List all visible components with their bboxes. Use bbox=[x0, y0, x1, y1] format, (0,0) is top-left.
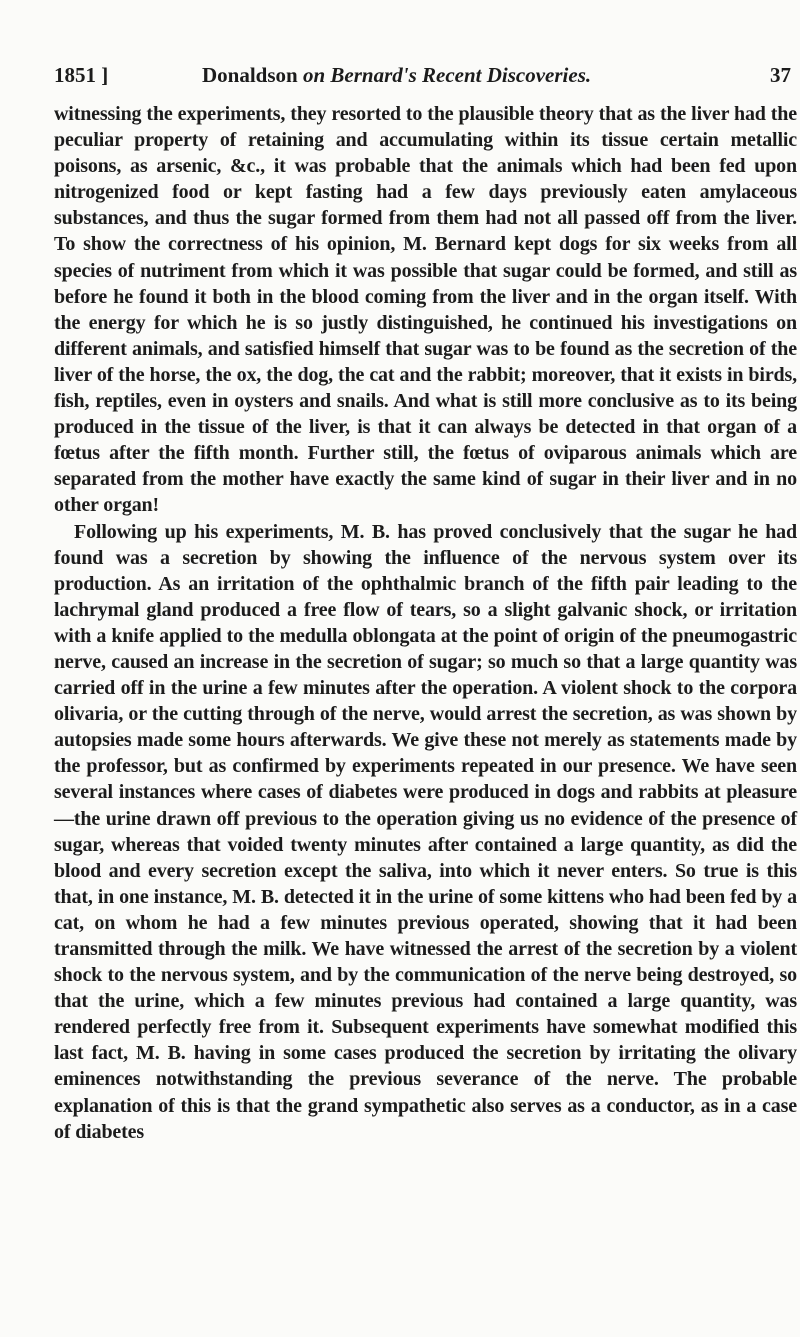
page-number: 37 bbox=[770, 63, 791, 87]
paragraph-2: Following up his experiments, M. B. has proved conclusively that the sugar he had found was a secretion by showing the influence of the nervous system over its production. As an irritation of the ophthalmic branch of the fifth pair leading to the lachrymal gland produced a free flow of tears, so a slight galvanic shock, or irritation with a knife applied to the medulla oblongata at the point of origin of the pneumogastric nerve, caused an increase in the secretion of sugar; so much so that a large quantity was carried off in the urine a few minutes after the operation. A violent shock to the corpora olivaria, or the cutting through of the nerve, would arrest the secretion, as was shown by autopsies made some hours afterwards. We give these not merely as statements made by the professor, but as confirmed by experiments repeated in our presence. We have seen several instances where cases of diabetes were produced in dogs and rabbits at pleasure—the urine drawn off previous to the operation giving us no evidence of the presence of sugar, whereas that voided twenty minutes after contained a large quantity, as did the blood and every secretion except the saliva, into which it never enters. So true is this that, in one instance, M. B. detected it in the urine of some kittens who had been fed by a cat, on whom he had a few minutes previous operated, showing that it had been transmitted through the milk. We have witnessed the arrest of the secretion by a violent shock to the nervous system, and by the communication of the nerve being destroyed, so that the urine, which a few minutes previous had contained a large quantity, was rendered perfectly free from it. Subsequent experiments have somewhat modified this last fact, M. B. having in some cases produced the secretion by irritating the olivary eminences notwithstanding the previous severance of the nerve. The probable explanation of this is that the grand sympathetic also serves as a conductor, as in a case of diabetes bbox=[54, 520, 797, 1143]
header-title-on: on bbox=[302, 63, 326, 87]
paragraph-1: witnessing the experiments, they resorted to the plausible theory that as the liver had the peculiar property of retaining and accumulating within its tissue certain metallic poisons, as arsenic, &c., it was probable that the animals which had been fed upon nitrogenized food or kept fasting had a few days previously eaten amylaceous substances, and thus the sugar formed from them had not all passed off from the liver. To show the correctness of his opinion, M. Bernard kept dogs for six weeks from all species of nutriment from which it was possible that sugar could be formed, and still as before he found it both in the blood coming from the liver and in the organ itself. With the energy for which he is so justly distinguished, he continued his investigations on different animals, and satisfied himself that sugar was to be found as the secretion of the liver of the horse, the ox, the dog, the cat and the rabbit; moreover, that it exists in birds, fish, reptiles, even in oysters and snails. And what is still more conclusive as to its being produced in the tissue of the liver, is that it can always be detected in that organ of a fœtus after the fifth month. Further still, the fœtus of oviparous animals which are separated from the mother have exactly the same kind of sugar in their liver and in no other organ! bbox=[54, 103, 797, 517]
running-header bbox=[54, 63, 797, 93]
header-title-rest: Bernard's Recent Discoveries. bbox=[330, 63, 592, 87]
header-author: Donaldson bbox=[202, 63, 298, 87]
header-year: 1851 ] bbox=[54, 63, 109, 87]
header-title bbox=[202, 63, 591, 88]
body-text bbox=[54, 101, 797, 1145]
